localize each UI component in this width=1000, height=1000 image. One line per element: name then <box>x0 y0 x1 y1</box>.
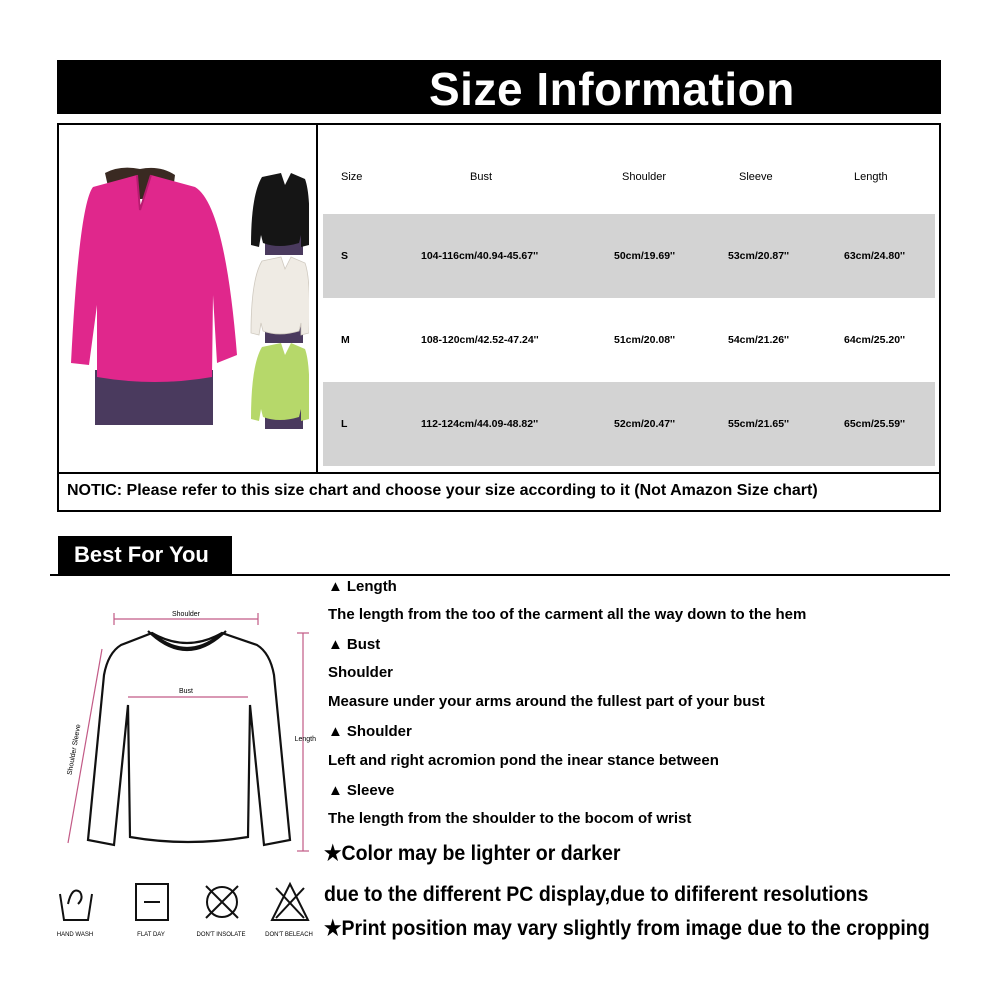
guide-shoulder-heading: ▲ Shoulder <box>328 723 412 740</box>
dont-bleach-icon <box>268 880 312 924</box>
table-row <box>323 382 935 466</box>
care-label: DON'T INSOLATE <box>196 932 246 938</box>
note-display: due to the different PC display,due to dififerent resolutions <box>324 883 869 906</box>
cell-bust: 104-116cm/40.94-45.67'' <box>421 250 539 262</box>
guide-bust-heading: ▲ Bust <box>328 636 381 653</box>
bust-label: Bust <box>178 688 194 695</box>
header-bust: Bust <box>470 171 493 183</box>
star-icon: ★ <box>324 842 342 865</box>
cell-bust: 112-124cm/44.09-48.82'' <box>421 418 539 430</box>
triangle-icon: ▲ <box>328 636 343 653</box>
measurement-diagram <box>52 605 320 860</box>
cell-shoulder: 50cm/19.69'' <box>614 250 676 262</box>
lime-sweater-photo <box>251 343 309 429</box>
divider <box>50 574 950 576</box>
cell-length: 65cm/25.59'' <box>844 418 906 430</box>
black-sweater-photo <box>251 173 309 255</box>
guide-shoulder-desc: Left and right acromion pond the inear stance between <box>328 752 719 769</box>
title-bar <box>57 60 941 114</box>
cell-sleeve: 53cm/20.87'' <box>728 250 790 262</box>
header-length: Length <box>854 171 888 183</box>
header-sleeve: Sleeve <box>739 171 773 183</box>
care-label: DON'T BELEACH <box>265 932 313 938</box>
guide-length-desc: The length from the too of the carment all the way down to the hem <box>328 606 807 623</box>
cell-sleeve: 54cm/21.26'' <box>728 334 790 346</box>
cell-sleeve: 55cm/21.65'' <box>728 418 790 430</box>
triangle-icon: ▲ <box>328 723 343 740</box>
note-color: ★Color may be lighter or darker <box>324 842 621 865</box>
care-flat-dry <box>116 880 186 940</box>
care-dont-insolate <box>186 880 256 940</box>
pink-sweater-photo <box>71 168 237 425</box>
triangle-icon: ▲ <box>328 782 343 799</box>
flat-dry-icon <box>130 880 174 924</box>
best-for-you-tab: Best For You <box>58 536 232 574</box>
cell-length: 64cm/25.20'' <box>844 334 906 346</box>
table-row <box>323 214 935 298</box>
guide-length-heading: ▲ Length <box>328 578 397 595</box>
triangle-icon: ▲ <box>328 578 343 595</box>
cell-size: M <box>341 334 350 346</box>
guide-sleeve-heading: ▲ Sleeve <box>328 782 395 799</box>
table-header-row <box>323 135 935 219</box>
guide-sleeve-desc: The length from the shoulder to the bocom of wrist <box>328 810 692 827</box>
size-notice: NOTIC: Please refer to this size chart and choose your size according to it (Not Amazon Size chart) <box>67 482 818 499</box>
cell-shoulder: 52cm/20.47'' <box>614 418 676 430</box>
sleeve-label: Shoulder Sleeve <box>66 723 83 776</box>
care-dont-bleach <box>254 880 324 940</box>
cell-size: L <box>341 418 348 430</box>
cell-bust: 108-120cm/42.52-47.24'' <box>421 334 539 346</box>
header-shoulder: Shoulder <box>622 171 667 183</box>
cream-sweater-photo <box>251 257 309 343</box>
cell-shoulder: 51cm/20.08'' <box>614 334 676 346</box>
guide-bust-desc: Measure under your arms around the fullest part of your bust <box>328 693 765 710</box>
cell-size: S <box>341 250 349 262</box>
length-label: Length <box>294 736 316 743</box>
care-hand-wash <box>40 880 110 940</box>
care-label: HAND WASH <box>56 932 94 938</box>
divider <box>59 472 939 474</box>
care-label: FLAT DAY <box>137 932 165 938</box>
dont-insolate-icon <box>200 880 244 924</box>
sweater-outline-icon <box>88 631 290 845</box>
shoulder-label: Shoulder <box>171 611 201 618</box>
table-row <box>323 298 935 382</box>
divider <box>316 125 318 472</box>
star-icon: ★ <box>324 917 342 940</box>
product-photos <box>65 165 309 435</box>
page-title: Size Information <box>429 63 795 115</box>
header-size: Size <box>341 171 363 183</box>
note-print: ★Print position may vary slightly from image due to the cropping <box>324 917 930 940</box>
guide-bust-sub: Shoulder <box>328 664 394 681</box>
cell-length: 63cm/24.80'' <box>844 250 906 262</box>
hand-wash-icon <box>54 880 98 924</box>
size-chart-box <box>57 123 941 512</box>
